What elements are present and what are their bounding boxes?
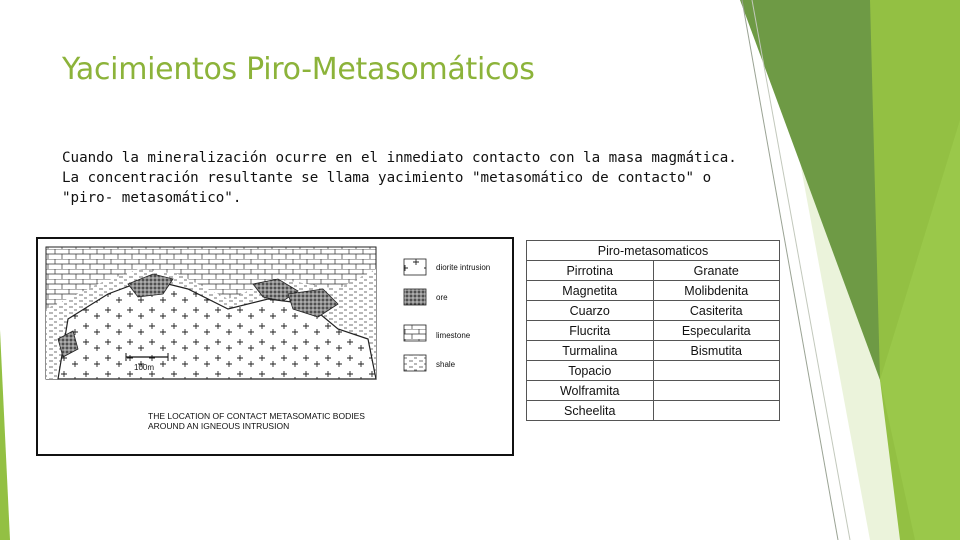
table-row — [527, 301, 780, 321]
paragraph-line: La concentración resultante se llama yacimiento "metasomático de contacto" o — [62, 170, 712, 186]
table-cell: Cuarzo — [527, 301, 654, 321]
table-cell: Granate — [653, 261, 780, 281]
table-header-row — [527, 241, 780, 261]
slide-paragraph — [62, 148, 752, 208]
table-cell: Pirrotina — [527, 261, 654, 281]
table-cell: Topacio — [527, 361, 654, 381]
geology-figure — [36, 237, 514, 456]
table-row — [527, 321, 780, 341]
table-cell — [653, 381, 780, 401]
table-cell — [653, 361, 780, 381]
table-cell: Scheelita — [527, 401, 654, 421]
legend-label: ore — [436, 293, 448, 302]
legend-label: diorite intrusion — [436, 263, 491, 272]
table-row — [527, 341, 780, 361]
table-row — [527, 361, 780, 381]
table-header: Piro-metasomaticos — [527, 241, 780, 261]
table-cell: Wolframita — [527, 381, 654, 401]
table-row — [527, 261, 780, 281]
deco-left-sliver — [0, 330, 10, 540]
table-cell: Turmalina — [527, 341, 654, 361]
paragraph-line: Cuando la mineralización ocurre en el inmediato contacto con la masa magmática. — [62, 150, 737, 166]
figure-caption-line: THE LOCATION OF CONTACT METASOMATIC BODIES — [148, 411, 365, 421]
table-row — [527, 381, 780, 401]
scale-label: 100m — [134, 363, 155, 372]
slide-title: Yacimientos Piro-Metasomáticos — [62, 52, 535, 87]
legend-label: limestone — [436, 331, 471, 340]
legend-label: shale — [436, 360, 456, 369]
table-cell: Bismutita — [653, 341, 780, 361]
figure-legend — [404, 259, 490, 371]
table-row — [527, 401, 780, 421]
cross-section-diagram — [46, 247, 376, 379]
minerals-table — [526, 240, 780, 421]
table-cell — [653, 401, 780, 421]
legend-swatch-ore — [404, 289, 426, 305]
table-cell: Molibdenita — [653, 281, 780, 301]
table-cell: Flucrita — [527, 321, 654, 341]
legend-swatch-diorite — [404, 259, 426, 275]
table-cell: Casiterita — [653, 301, 780, 321]
table-row — [527, 281, 780, 301]
figure-caption-line: AROUND AN IGNEOUS INTRUSION — [148, 421, 290, 431]
legend-swatch-limestone — [404, 325, 426, 341]
legend-swatch-shale — [404, 355, 426, 371]
table-cell: Magnetita — [527, 281, 654, 301]
table-cell: Especularita — [653, 321, 780, 341]
paragraph-line: "piro- metasomático". — [62, 190, 242, 206]
